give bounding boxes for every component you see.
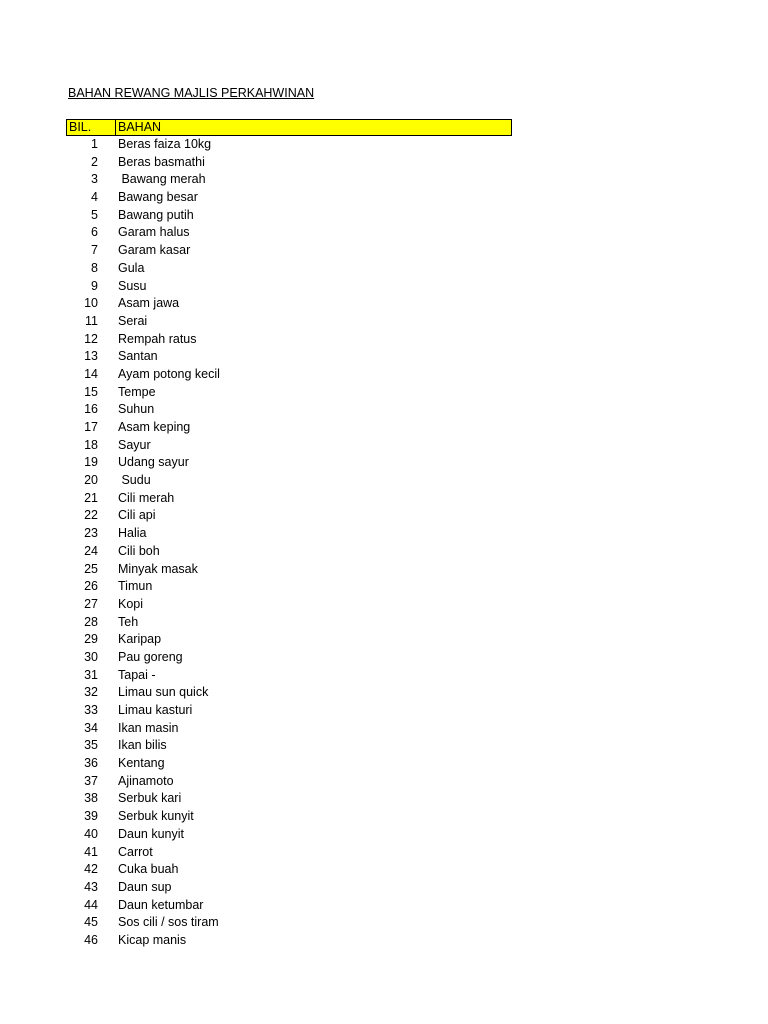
row-item: Serai bbox=[118, 313, 148, 328]
row-number: 29 bbox=[84, 632, 98, 647]
table-row bbox=[66, 189, 512, 207]
table-row bbox=[66, 472, 512, 490]
row-number: 35 bbox=[84, 738, 98, 753]
table-row bbox=[66, 454, 512, 472]
table-row bbox=[66, 897, 512, 915]
row-item: Pau goreng bbox=[118, 649, 183, 664]
row-number: 22 bbox=[84, 508, 98, 523]
row-number: 7 bbox=[91, 243, 98, 258]
table-row bbox=[66, 525, 512, 543]
row-item: Cili api bbox=[118, 508, 156, 523]
row-number: 20 bbox=[84, 473, 98, 488]
row-item: Ikan bilis bbox=[118, 738, 167, 753]
row-item: Sos cili / sos tiram bbox=[118, 915, 219, 930]
row-item: Susu bbox=[118, 278, 147, 293]
row-number: 9 bbox=[91, 278, 98, 293]
row-item: Kopi bbox=[118, 596, 144, 611]
table-row bbox=[66, 790, 512, 808]
row-number: 33 bbox=[84, 703, 98, 717]
row-number: 4 bbox=[91, 190, 98, 205]
row-item: Suhun bbox=[118, 402, 155, 417]
table-row bbox=[66, 490, 512, 508]
row-number: 44 bbox=[84, 897, 98, 912]
row-item: Rempah ratus bbox=[118, 331, 197, 346]
table-row bbox=[66, 932, 512, 950]
row-item: Tapai - bbox=[118, 667, 156, 682]
row-number: 46 bbox=[84, 932, 98, 947]
row-item: Santan bbox=[118, 349, 158, 364]
row-number: 15 bbox=[84, 384, 98, 399]
row-item: Ikan masin bbox=[118, 720, 179, 735]
row-number: 14 bbox=[84, 366, 98, 381]
row-item: Halia bbox=[118, 526, 147, 541]
table-row bbox=[66, 667, 512, 685]
row-number: 18 bbox=[84, 437, 98, 452]
header-bahan: BAHAN bbox=[118, 120, 162, 134]
table-row bbox=[66, 596, 512, 614]
table-row bbox=[66, 384, 512, 402]
table-row bbox=[66, 260, 512, 278]
row-number: 19 bbox=[84, 455, 98, 470]
row-item: Timun bbox=[118, 579, 153, 594]
row-number: 43 bbox=[84, 879, 98, 894]
header-bil: BIL. bbox=[67, 120, 116, 135]
row-item: Cili merah bbox=[118, 490, 175, 505]
table-row bbox=[66, 844, 512, 862]
table-row bbox=[66, 507, 512, 525]
document-title: BAHAN REWANG MAJLIS PERKAHWINAN bbox=[68, 86, 315, 100]
row-number: 13 bbox=[84, 349, 98, 364]
row-item: Bawang besar bbox=[118, 190, 198, 205]
row-number: 41 bbox=[84, 844, 98, 859]
row-item: Ajinamoto bbox=[118, 773, 174, 788]
table-row bbox=[66, 826, 512, 844]
row-number: 23 bbox=[84, 526, 98, 541]
table-row bbox=[66, 808, 512, 826]
row-item: Bawang merah bbox=[118, 172, 206, 187]
table-row bbox=[66, 543, 512, 561]
table-row bbox=[66, 437, 512, 455]
row-number: 36 bbox=[84, 756, 98, 771]
table-row bbox=[66, 366, 512, 384]
table-row bbox=[66, 295, 512, 313]
table-row bbox=[66, 773, 512, 791]
row-item: Kentang bbox=[118, 756, 165, 771]
table-row bbox=[66, 737, 512, 755]
row-item: Teh bbox=[118, 614, 139, 629]
table-row bbox=[66, 224, 512, 242]
table-row bbox=[66, 348, 512, 366]
table-row bbox=[66, 401, 512, 419]
row-item: Ayam potong kecil bbox=[118, 366, 220, 381]
table-row bbox=[66, 578, 512, 596]
row-item: Limau sun quick bbox=[118, 685, 209, 700]
row-number: 39 bbox=[84, 809, 98, 824]
row-number: 11 bbox=[85, 313, 98, 328]
row-number: 26 bbox=[84, 579, 98, 594]
table-row bbox=[66, 154, 512, 172]
table-body bbox=[66, 136, 512, 950]
ingredients-table bbox=[66, 119, 512, 950]
table-row bbox=[66, 331, 512, 349]
row-item: Gula bbox=[118, 260, 145, 275]
row-item: Asam keping bbox=[118, 420, 191, 434]
row-item: Sayur bbox=[118, 437, 151, 452]
table-row bbox=[66, 313, 512, 331]
row-number: 32 bbox=[84, 685, 98, 700]
row-number: 40 bbox=[84, 826, 98, 841]
row-number: 28 bbox=[84, 614, 98, 629]
row-item: Tempe bbox=[118, 384, 156, 399]
row-number: 42 bbox=[84, 862, 98, 877]
row-number: 21 bbox=[84, 490, 98, 505]
table-row bbox=[66, 684, 512, 702]
row-number: 30 bbox=[84, 649, 98, 664]
table-row bbox=[66, 242, 512, 260]
row-number: 17 bbox=[84, 420, 98, 434]
row-number: 25 bbox=[84, 561, 98, 576]
row-number: 24 bbox=[84, 543, 98, 558]
row-number: 31 bbox=[84, 667, 98, 682]
row-item: Daun sup bbox=[118, 879, 172, 894]
table-row bbox=[66, 136, 512, 154]
table-row bbox=[66, 879, 512, 897]
row-number: 27 bbox=[84, 596, 98, 611]
row-number: 5 bbox=[91, 207, 98, 222]
row-item: Cili boh bbox=[118, 543, 160, 558]
row-number: 3 bbox=[91, 172, 98, 187]
table-row bbox=[66, 419, 512, 437]
row-number: 1 bbox=[91, 137, 98, 151]
row-item: Beras basmathi bbox=[118, 154, 205, 169]
table-row bbox=[66, 720, 512, 738]
table-row bbox=[66, 278, 512, 296]
table-row bbox=[66, 171, 512, 189]
row-item: Beras faiza 10kg bbox=[118, 137, 212, 151]
row-number: 8 bbox=[91, 260, 98, 275]
row-number: 37 bbox=[84, 773, 98, 788]
table-row bbox=[66, 914, 512, 932]
row-item: Cuka buah bbox=[118, 862, 179, 877]
row-item: Asam jawa bbox=[118, 296, 180, 311]
table-row bbox=[66, 861, 512, 879]
row-item: Serbuk kunyit bbox=[118, 809, 194, 824]
table-header-row bbox=[66, 119, 512, 136]
row-number: 6 bbox=[91, 225, 98, 240]
table-row bbox=[66, 649, 512, 667]
row-number: 45 bbox=[84, 915, 98, 930]
row-item: Karipap bbox=[118, 632, 162, 647]
row-item: Udang sayur bbox=[118, 455, 189, 470]
row-number: 38 bbox=[84, 791, 98, 806]
row-item: Sudu bbox=[118, 473, 151, 488]
row-item: Daun ketumbar bbox=[118, 897, 204, 912]
row-item: Garam halus bbox=[118, 225, 190, 240]
row-item: Serbuk kari bbox=[118, 791, 182, 806]
row-item: Bawang putih bbox=[118, 207, 194, 222]
table-row bbox=[66, 755, 512, 773]
table-row bbox=[66, 561, 512, 579]
row-item: Daun kunyit bbox=[118, 826, 185, 841]
row-item: Carrot bbox=[118, 844, 153, 859]
table-row bbox=[66, 207, 512, 225]
row-item: Minyak masak bbox=[118, 561, 198, 576]
table-row bbox=[66, 631, 512, 649]
row-item: Kicap manis bbox=[118, 932, 187, 947]
row-number: 34 bbox=[84, 720, 98, 735]
row-number: 12 bbox=[84, 331, 98, 346]
row-item: Garam kasar bbox=[118, 243, 191, 258]
row-item: Limau kasturi bbox=[118, 703, 193, 717]
table-row bbox=[66, 614, 512, 632]
row-number: 10 bbox=[84, 296, 98, 311]
row-number: 16 bbox=[84, 402, 98, 417]
table-row bbox=[66, 702, 512, 720]
row-number: 2 bbox=[91, 154, 98, 169]
